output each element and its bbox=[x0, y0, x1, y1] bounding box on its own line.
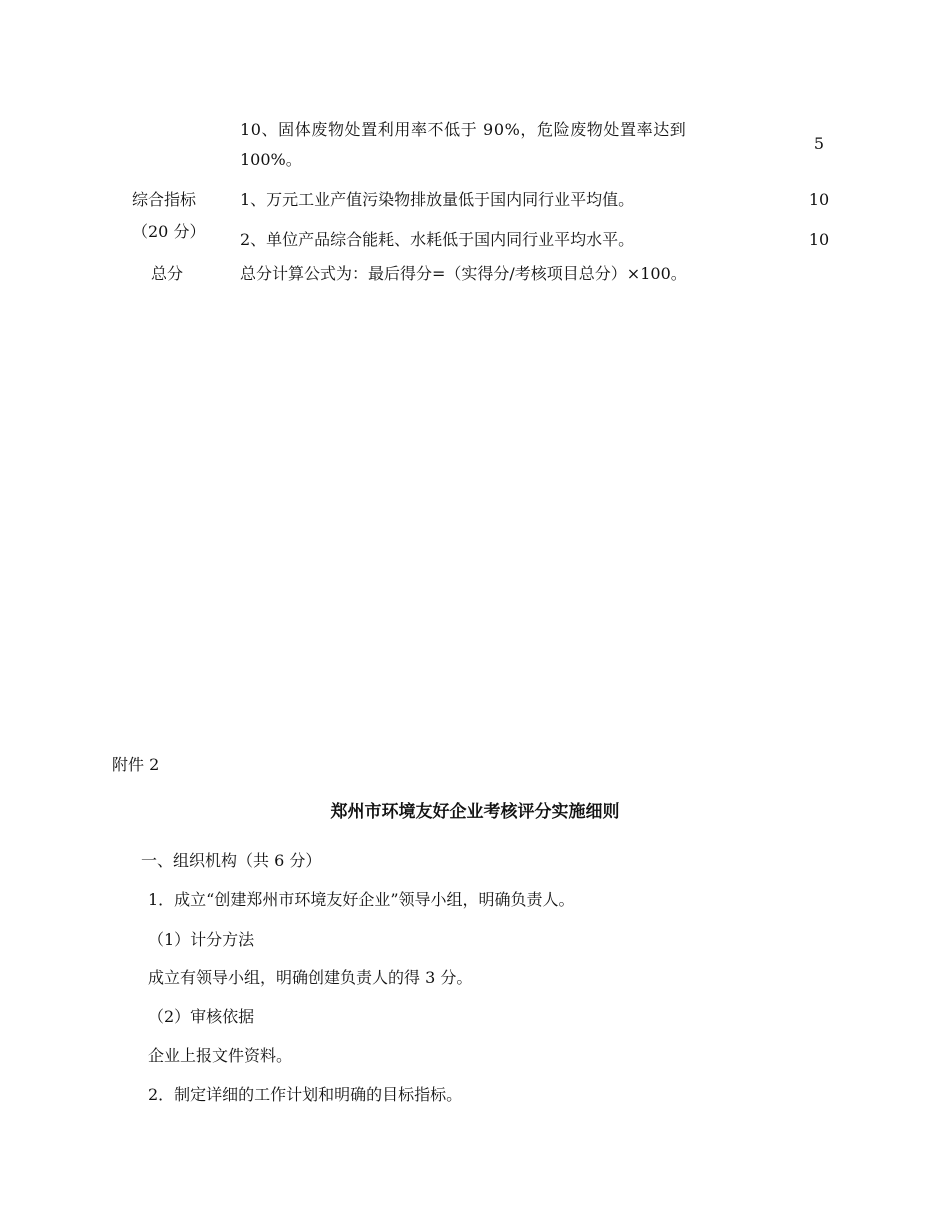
item-1-basis-heading: （2）审核依据 bbox=[148, 1007, 255, 1026]
item-2: 2．制定详细的工作计划和明确的目标指标。 bbox=[148, 1085, 463, 1104]
row3-score: 10 bbox=[808, 230, 830, 249]
annex-title: 郑州市环境友好企业考核评分实施细则 bbox=[330, 802, 620, 822]
category-points: （20 分） bbox=[132, 222, 206, 241]
item-1-method-heading: （1）计分方法 bbox=[148, 930, 255, 949]
category-label: 综合指标 bbox=[132, 190, 197, 209]
item-1-basis: 企业上报文件资料。 bbox=[148, 1046, 293, 1065]
total-label: 总分 bbox=[151, 264, 184, 283]
row2-score: 10 bbox=[808, 190, 830, 209]
row1-score: 5 bbox=[813, 134, 825, 153]
section-heading: 一、组织机构（共 6 分） bbox=[141, 851, 322, 870]
item-1-method: 成立有领导小组，明确创建负责人的得 3 分。 bbox=[148, 968, 473, 987]
item-1: 1．成立“创建郑州市环境友好企业”领导小组，明确负责人。 bbox=[148, 890, 575, 909]
total-formula: 总分计算公式为：最后得分=（实得分/考核项目总分）×100。 bbox=[240, 264, 687, 283]
row1-text-line1: 10、固体废物处置利用率不低于 90%，危险废物处置率达到 bbox=[240, 120, 687, 139]
row1-text-line2: 100%。 bbox=[240, 150, 302, 169]
row2-text: 1、万元工业产值污染物排放量低于国内同行业平均值。 bbox=[240, 190, 635, 209]
row3-text: 2、单位产品综合能耗、水耗低于国内同行业平均水平。 bbox=[240, 230, 635, 249]
annex-label: 附件 2 bbox=[112, 755, 160, 774]
